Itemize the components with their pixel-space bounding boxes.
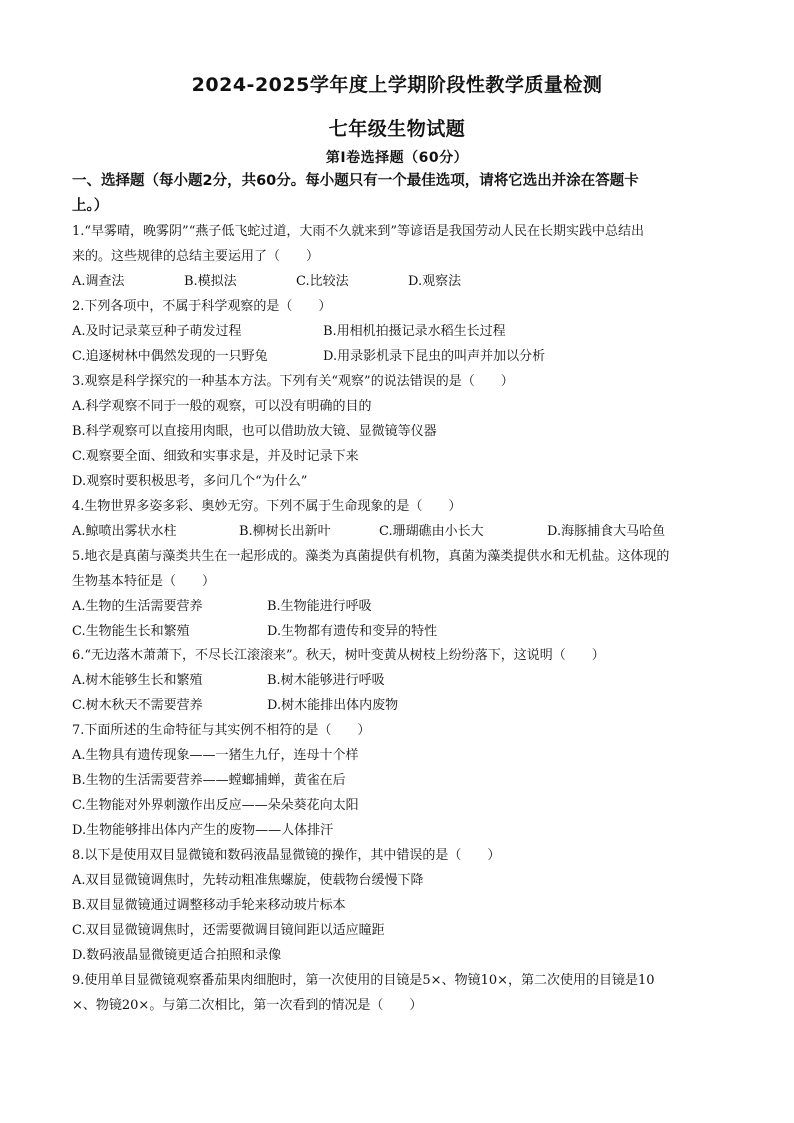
section-heading: 一、选择题（每小题2分，共60分。每小题只有一个最佳选项，请将它选出并涂在答题卡 [72,173,639,189]
q3-option-a: A.科学观察不同于一般的观察，可以没有明确的目的 [72,399,372,414]
q8-option-a: A.双目显微镜调焦时，先转动粗准焦螺旋，使载物台缓慢下降 [72,873,424,888]
q5-option-c: C.生物能生长和繁殖 [72,624,190,639]
q6-stem: 6.“无边落木萧萧下，不尽长江滚滚来”。秋天，树叶变黄从树枝上纷纷落下，这说明（ ） [72,648,605,663]
q6-option-c: C.树木秋天不需要营养 [72,698,203,713]
q7-option-d: D.生物能够排出体内产生的废物——人体排汗 [72,823,334,838]
q4-option-a: A.鲸喷出雾状水柱 [72,524,177,539]
q8-option-c: C.双目显微镜调焦时，还需要微调目镜间距以适应瞳距 [72,923,385,938]
q3-option-c: C.观察要全面、细致和实事求是，并及时记录下来 [72,449,359,464]
q7-option-c: C.生物能对外界刺激作出反应——朵朵葵花向太阳 [72,798,359,813]
q5-stem: 5.地衣是真菌与藻类共生在一起形成的。藻类为真菌提供有机物，真菌为藻类提供水和无机盐。这体现的 [72,549,670,564]
q3-stem: 3.观察是科学探究的一种基本方法。下列有关“观察”的说法错误的是（ ） [72,374,514,389]
q2-stem: 2.下列各项中，不属于科学观察的是（ ） [72,299,332,314]
q8-stem: 8.以下是使用双目显微镜和数码液晶显微镜的操作，其中错误的是（ ） [72,848,501,863]
q7-option-a: A.生物具有遗传现象——一猪生九仔，连母十个样 [72,748,359,763]
q1-stem-cont: 来的。这些规律的总结主要运用了（ ） [72,249,320,264]
q8-option-b: B.双目显微镜通过调整移动手轮来移动玻片标本 [72,898,346,913]
q1-option-b: B.模拟法 [184,274,237,289]
q3-option-b: B.科学观察可以直接用肉眼，也可以借助放大镜、显微镜等仪器 [72,424,437,439]
q7-option-b: B.生物的生活需要营养——螳螂捕蝉，黄雀在后 [72,773,346,788]
q6-option-d: D.树木能排出体内废物 [267,698,399,713]
q2-option-c: C.追逐树林中偶然发现的一只野兔 [72,349,268,364]
q3-option-d: D.观察时要积极思考，多问几个“为什么” [72,474,308,489]
q1-option-d: D.观察法 [408,274,462,289]
q7-stem: 7.下面所述的生命特征与其实例不相符的是（ ） [72,723,371,738]
q8-option-d: D.数码液晶显微镜更适合拍照和录像 [72,948,282,963]
q6-option-b: B.树木能够进行呼吸 [267,673,385,688]
part-heading: 第Ⅰ卷选择题（60分） [325,150,469,166]
exam-title: 2024-2025学年度上学期阶段性教学质量检测 [191,74,603,96]
q4-option-d: D.海豚捕食大马哈鱼 [547,524,666,539]
q5-option-a: A.生物的生活需要营养 [72,599,203,614]
q5-option-b: B.生物能进行呼吸 [267,599,372,614]
q1-option-c: C.比较法 [296,274,349,289]
q2-option-d: D.用录影机录下昆虫的叫声并加以分析 [323,349,546,364]
q1-option-a: A.调查法 [72,274,125,289]
q6-option-a: A.树木能够生长和繁殖 [72,673,203,688]
q9-stem-cont: ×、物镜20×。与第二次相比，第一次看到的情况是（ ） [72,998,423,1013]
section-heading-cont: 上。） [72,198,109,214]
q5-option-d: D.生物都有遗传和变异的特性 [267,624,438,639]
q2-option-b: B.用相机拍摄记录水稻生长过程 [323,324,506,339]
q9-stem: 9.使用单目显微镜观察番茄果肉细胞时，第一次使用的目镜是5×、物镜10×，第二次使用的目镜是10 [72,973,655,988]
q1-stem: 1.“早雾晴，晚雾阴”“燕子低飞蛇过道，大雨不久就来到”等谚语是我国劳动人民在长期实践中总结出 [72,224,644,239]
q5-stem-cont: 生物基本特征是（ ） [72,574,216,589]
q4-option-b: B.柳树长出新叶 [239,524,331,539]
q4-option-c: C.珊瑚礁由小长大 [379,524,484,539]
q2-option-a: A.及时记录菜豆种子萌发过程 [72,324,242,339]
q4-stem: 4.生物世界多姿多彩、奥妙无穷。下列不属于生命现象的是（ ） [72,499,462,514]
exam-subtitle: 七年级生物试题 [328,118,466,140]
